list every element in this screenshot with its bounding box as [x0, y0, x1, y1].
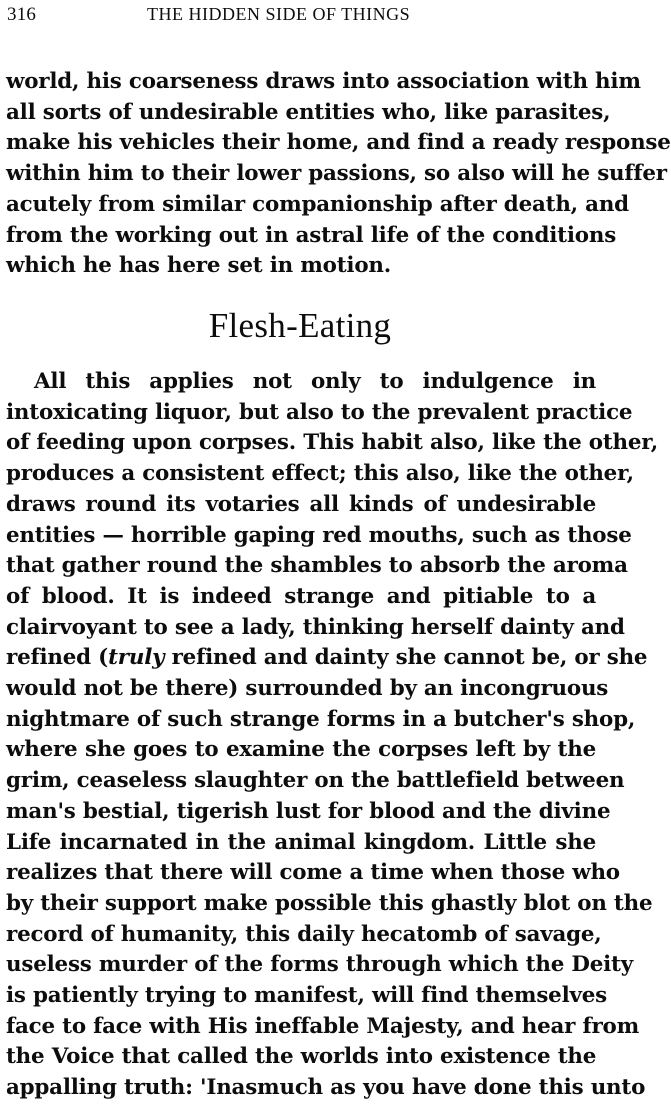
text-line: all sorts of undesirable entities who, like parasites,: [6, 99, 611, 125]
text-line: intoxicating liquor, but also to the prevalent practice: [6, 399, 633, 425]
text-line: world, his coarseness draws into association with him: [6, 69, 641, 94]
text-fragment: refined (: [6, 645, 109, 671]
text-line: clairvoyant to see a lady, thinking herself dainty and: [6, 614, 625, 640]
text-line: of feeding upon corpses. This habit also, like the other,: [6, 430, 659, 456]
paragraph-flesh-eating: [6, 367, 659, 1104]
text-line: where she goes to examine the corpses left by the: [6, 737, 596, 763]
text-line: Life incarnated in the animal kingdom. Little she: [6, 829, 596, 855]
italic-emphasis: truly: [108, 645, 165, 671]
text-fragment: refined and dainty she cannot be, or she: [164, 645, 648, 671]
text-line: record of humanity, this daily hecatomb of savage,: [6, 921, 602, 947]
text-line: acutely from similar companionship after death, and: [6, 191, 629, 217]
text-line: within him to their lower passions, so also will he suffer: [6, 161, 667, 187]
text-line: by their support make possible this ghastly blot on the: [6, 890, 653, 916]
running-head: [7, 4, 592, 28]
section-heading: Flesh-Eating: [208, 306, 392, 345]
text-line-with-italic: [6, 643, 648, 674]
text-line: that gather round the shambles to absorb the aroma: [6, 553, 628, 579]
text-line: appalling truth: 'Inasmuch as you have done this unto: [6, 1075, 646, 1101]
running-title: THE HIDDEN SIDE OF THINGS: [147, 4, 411, 24]
paragraph-continued: [6, 67, 671, 282]
text-line: useless murder of the forms through which the Deity: [6, 952, 633, 978]
text-line: of blood. It is indeed strange and pitiable to a: [6, 583, 596, 609]
text-line: make his vehicles their home, and find a ready response: [6, 130, 671, 156]
text-line: the Voice that called the worlds into existence the: [6, 1044, 597, 1070]
text-line: produces a consistent effect; this also, like the other,: [6, 461, 634, 487]
text-line: draws round its votaries all kinds of undesirable: [6, 491, 596, 517]
text-line: All this applies not only to indulgence in: [34, 369, 596, 394]
text-line: would not be there) surrounded by an incongruous: [6, 676, 609, 702]
text-line: from the working out in astral life of the conditions: [6, 222, 617, 248]
text-line: nightmare of such strange forms in a butcher's shop,: [6, 706, 636, 732]
text-line: entities — horrible gaping red mouths, such as those: [6, 522, 632, 548]
text-line: realizes that there will come a time when those who: [6, 860, 620, 886]
text-line: man's bestial, tigerish lust for blood and the divine: [6, 798, 611, 824]
text-line: face to face with His ineffable Majesty, and hear from: [6, 1013, 640, 1039]
text-line: is patiently trying to manifest, will find themselves: [6, 983, 607, 1009]
text-line: grim, ceaseless slaughter on the battlefield between: [6, 768, 625, 794]
page-number: 316: [7, 4, 37, 25]
text-line: which he has here set in motion.: [6, 253, 391, 279]
